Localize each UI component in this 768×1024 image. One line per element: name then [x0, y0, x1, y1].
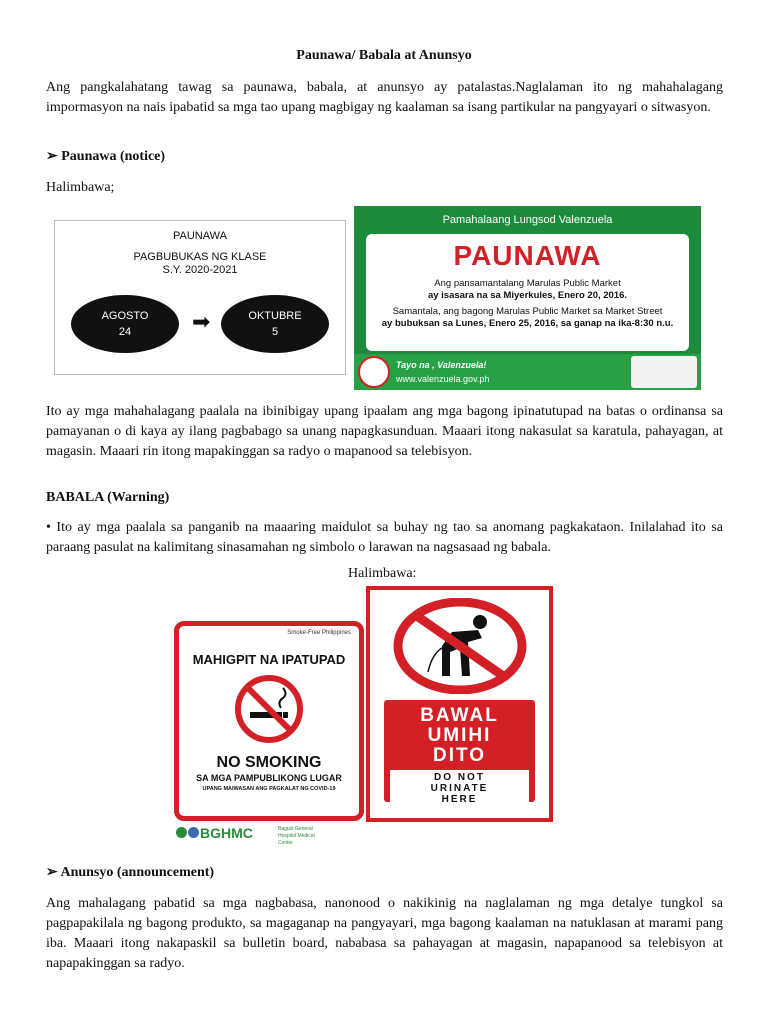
sign2-line3: DITO — [432, 745, 487, 766]
right-arrow-icon: ➡ — [192, 309, 211, 334]
from-month: AGOSTO — [101, 310, 149, 322]
intro-paragraph: Ang pangkalahatang tawag sa paunawa, babala, at anunsyo ay patalastas.Naglalaman ito ng mahahalagang impormasyon na nais ipabatid sa mga tao upang magbigay ng kaalaman sa isang partikular na pangyayari o sitwasyon. — [46, 80, 723, 115]
bghmc-footer — [174, 824, 364, 844]
to-month: OKTUBRE — [248, 310, 302, 322]
to-day: 5 — [271, 326, 279, 338]
image2-tagline: Tayo na , Valenzuela! — [396, 360, 487, 370]
smoke-free-logo: Smoke-Free Philippines — [287, 630, 351, 636]
paunawa-description: Ito ay mga mahahalagang paalala na ibinibigay upang ipaalam ang mga bagong ipinatutupad na batas o ordinansa sa pamayanan o di kaya ay ilang pagbabago sa unang napagkasunduan. Maaari itong nakasulat sa karatula, pahayagan, at magasin. Maaari rin itong mapakinggan sa radyo o mapanood sa telebisyon. — [46, 404, 723, 459]
anunsyo-heading: ➢ Anunsyo (announcement) — [46, 865, 215, 880]
paunawa-image-class-opening — [54, 220, 346, 375]
sign2-english — [390, 772, 529, 805]
anunsyo-description: Ang mahalagang pabatid sa mga nagbabasa, nanonood o nakikinig na naglalaman ng mga detalye tungkol sa pagpapakilala ng bagong produkto, sa magaganap na pangyayari, mga bagong kaalaman na natuklasan at marami pang iba. Maaari itong nakapaskil sa bulletin board, nababasa sa pahayagan at magasin, napapanood sa telebisyon at napapakinggan sa radyo. — [46, 896, 723, 971]
no-urinating-icon — [392, 598, 528, 694]
image1-title: PAUNAWA — [173, 230, 227, 242]
city-seal-icon — [358, 356, 390, 388]
image1-subtitle-text: PAGBUBUKAS NG KLASE — [133, 251, 267, 263]
babala-example-label: Halimbawa: — [348, 566, 417, 581]
from-day: 24 — [118, 326, 132, 338]
image2-line2: ay isasara na sa Miyerkules, Enero 20, 2016. — [427, 290, 628, 301]
babala-description: • Ito ay mga paalala sa panganib na maaaring maidulot sa buhay ng tao sa anomang pagkakataon. Inilalahad ito sa paraang pasulat na kalimitang sinasamahan ng simbolo o larawan na nagsasaad ng babala. — [46, 520, 723, 555]
image1-year: S.Y. 2020-2021 — [162, 264, 238, 276]
paunawa-heading: ➢ Paunawa (notice) — [46, 149, 166, 164]
bghmc-full-name: Baguio General Hospital Medical Center — [278, 826, 315, 846]
sign1-main: NO SMOKING — [216, 754, 322, 771]
document-title: Paunawa/ Babala at Anunsyo — [296, 48, 472, 63]
sign2-red-box — [384, 700, 535, 805]
sign2-en2: URINATE — [430, 783, 489, 794]
image1-subtitle — [55, 251, 345, 277]
image2-header: Pamahalaang Lungsod Valenzuela — [442, 214, 613, 226]
image2-body — [372, 278, 683, 330]
image2-big-title: PAUNAWA — [453, 240, 602, 271]
babala-heading: BABALA (Warning) — [46, 490, 170, 505]
no-smoking-icon — [234, 674, 304, 744]
from-date-oval — [71, 295, 179, 353]
sign1-sub2: UPANG MAIWASAN ANG PAGKALAT NG COVID-19 — [202, 786, 336, 792]
sign1-strict: MAHIGPIT NA IPATUPAD — [192, 652, 346, 667]
no-smoking-sign — [174, 621, 364, 821]
image2-line4: ay bubuksan sa Lunes, Enero 25, 2016, sa ganap na ika-8:30 n.u. — [381, 318, 674, 329]
sign2-en1: DO NOT — [434, 772, 485, 783]
sign1-sub1: SA MGA PAMPUBLIKONG LUGAR — [196, 773, 342, 783]
image2-notice-box — [366, 234, 689, 351]
no-urinating-sign — [366, 586, 553, 822]
sign2-line1: BAWAL — [420, 705, 499, 726]
sign2-text — [384, 706, 535, 766]
image2-line1: Ang pansamantalang Marulas Public Market — [434, 278, 621, 289]
image2-footer — [354, 354, 701, 390]
sign2-en3: HERE — [441, 794, 478, 805]
doh-seal-icon — [176, 827, 187, 838]
image2-line3: Samantala, ang bagong Marulas Public Market sa Market Street — [392, 306, 663, 317]
bghmc-logo-text: BGHMC — [200, 825, 253, 841]
paunawa-image-valenzuela — [354, 206, 701, 390]
social-media-icons — [631, 356, 697, 388]
image2-url: www.valenzuela.gov.ph — [396, 374, 490, 384]
gov-seal-icon — [188, 827, 199, 838]
sign2-line2: UMIHI — [427, 725, 492, 746]
sign2-english-box — [390, 770, 529, 808]
to-date-oval — [221, 295, 329, 353]
paunawa-example-label: Halimbawa; — [46, 180, 115, 195]
